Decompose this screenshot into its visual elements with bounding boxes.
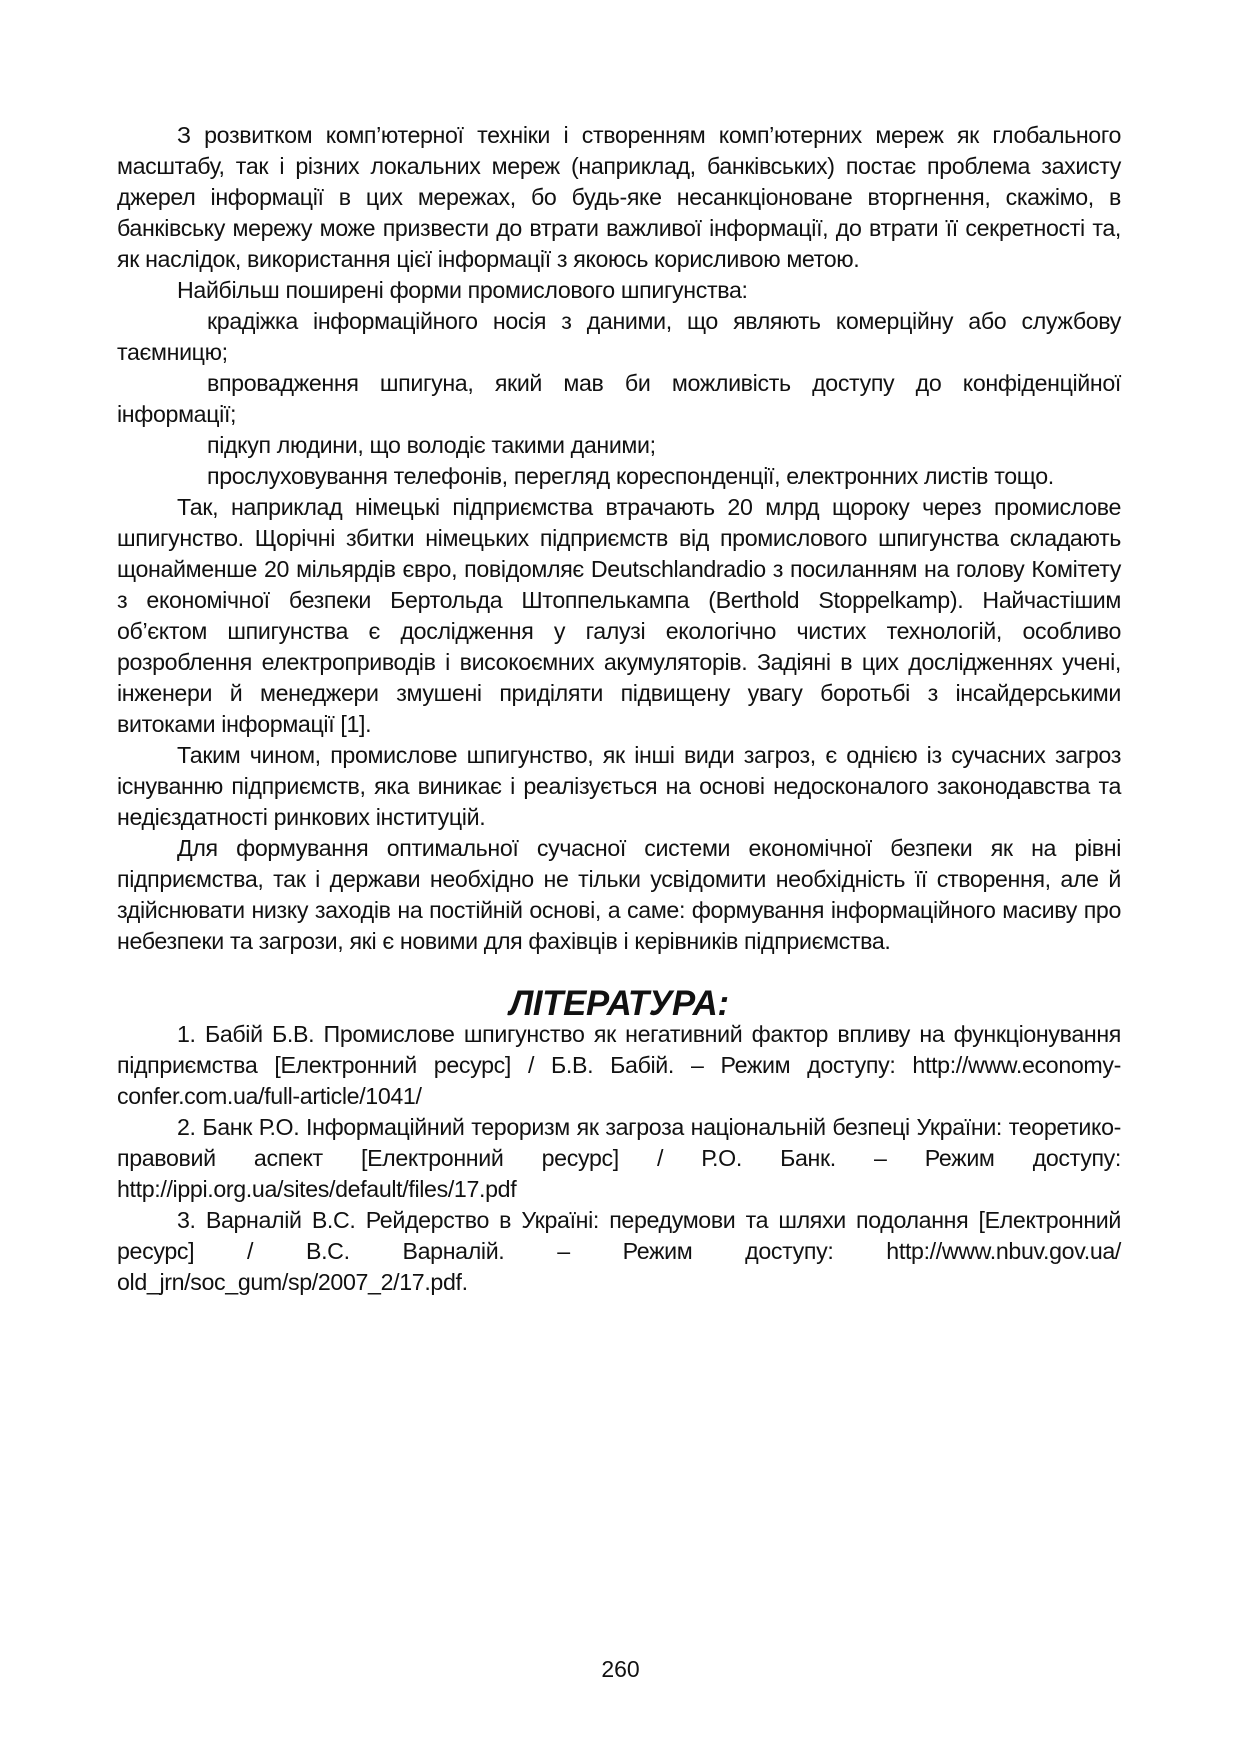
paragraph-espionage-forms-intro: Найбільш поширені форми промислового шпигунства: bbox=[177, 277, 748, 303]
reference-item: 2. Банк Р.О. Інформаційний тероризм як загроза національній безпеці України: теоретико-правовий аспект [Електронний ресурс] / Р.О. Банк. – Режим доступу: http://ippi.org.ua/sites/default/files/17.pdf bbox=[117, 1114, 1121, 1202]
paragraph-conclusion: Таким чином, промислове шпигунство, як інші види загроз, є однією із сучасних загроз існуванню підприємств, яка виникає і реалізується на основі недосконалого законодавства та недієздатності ринкових інституцій. bbox=[117, 742, 1121, 830]
page-body bbox=[117, 120, 1121, 1298]
paragraph-computer-networks: З розвитком комп’ютерної техніки і створенням комп’ютерних мереж як глобального масштабу, так і різних локальних мереж (наприклад, банківських) постає проблема захисту джерел інформації в цих мережах, бо будь-яке несанкціоноване вторгнення, скажімо, в банківську мережу може призвести до втрати важливої інформації, до втрати її секретності та, як наслідок, використання цієї інформації з якоюсь корисливою метою. bbox=[117, 122, 1121, 272]
paragraph-security-system: Для формування оптимальної сучасної системи економічної безпеки як на рівні підприємства, так і держави необхідно не тільки усвідомити необхідність її створення, але й здійснювати низку заходів на постійній основі, а саме: формування інформаційного масиву про небезпеки та загрози, які є новими для фахівців і керівників підприємства. bbox=[117, 835, 1121, 954]
paragraph-german-enterprises: Так, наприклад німецькі підприємства втрачають 20 млрд щороку через промислове шпигунство. Щорічні збитки німецьких підприємств від промислового шпигунства складають щонайменше 20 мільярдів євро, повідомляє Deutschlandradio з посиланням на голову Комітету з економічної безпеки Бертольда Штоппелькампа (Berthold Stoppelkamp). Найчастішим об’єктом шпигунства є дослідження у галузі екологічно чистих технологій, особливо розроблення електроприводів і високоємних акумуляторів. Задіяні в цих дослідженнях учені, інженери й менеджери змушені приділяти підвищену увагу боротьбі з інсайдерськими витоками інформації [1]. bbox=[117, 494, 1121, 737]
reference-item: 3. Варналій В.С. Рейдерство в Україні: передумови та шляхи подолання [Електронний ресурс] / В.С. Варналій. – Режим доступу: http://www.nbuv.gov.ua/ old_jrn/soc_gum/sp/2007_2/17.pdf. bbox=[117, 1207, 1121, 1295]
espionage-form-item: впровадження шпигуна, який мав би можливість доступу до конфіденційної інформації; bbox=[117, 370, 1121, 427]
espionage-form-item: підкуп людини, що володіє такими даними; bbox=[207, 432, 656, 458]
page-number: 260 bbox=[601, 1656, 640, 1682]
literature-heading: ЛІТЕРАТУРА: bbox=[509, 984, 729, 1023]
espionage-form-item: прослуховування телефонів, перегляд кореспонденції, електронних листів тощо. bbox=[207, 463, 1054, 489]
espionage-form-item: крадіжка інформаційного носія з даними, що являють комерційну або службову таємницю; bbox=[117, 308, 1121, 365]
espionage-forms-list bbox=[117, 306, 1121, 492]
reference-item: 1. Бабій Б.В. Промислове шпигунство як негативний фактор впливу на функціонування підприємства [Електронний ресурс] / Б.В. Бабій. – Режим доступу: http://www.economy-confer.com.ua/full-article/1041/ bbox=[117, 1021, 1121, 1109]
literature-section bbox=[117, 984, 1121, 1298]
